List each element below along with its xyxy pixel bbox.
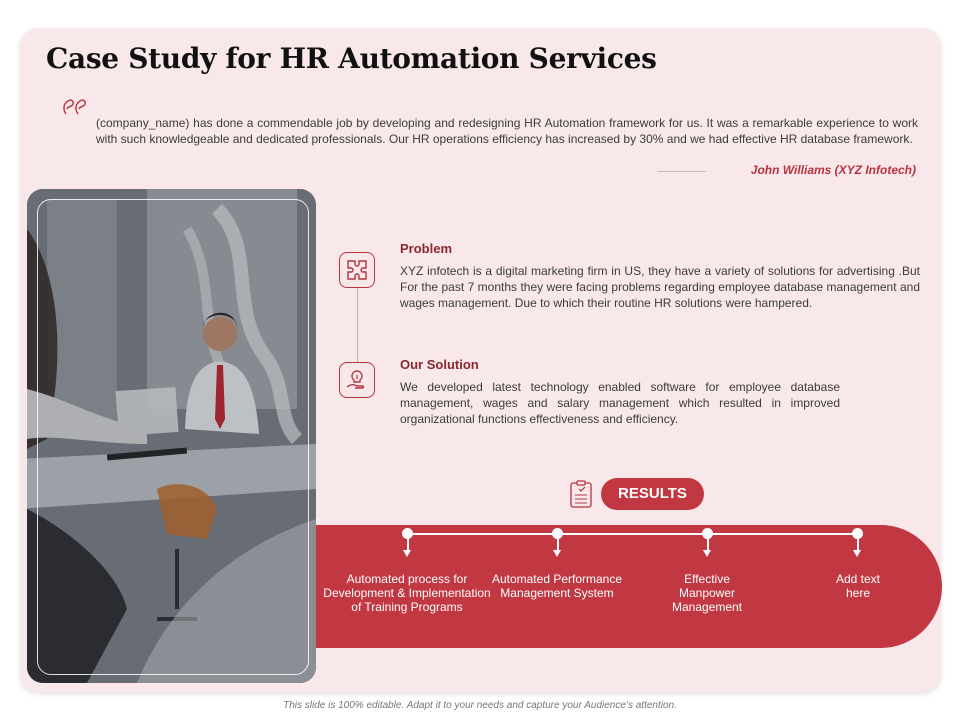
arrow-down-icon	[703, 550, 711, 557]
arrow-down-icon	[403, 550, 411, 557]
author-divider	[658, 171, 706, 172]
results-badge: RESULTS	[601, 478, 704, 510]
puzzle-icon	[345, 258, 369, 282]
arrow-down-icon	[553, 550, 561, 557]
clipboard-icon	[570, 480, 592, 508]
result-label-2: Automated Performance Management System	[491, 572, 623, 600]
solution-icon-box	[339, 362, 375, 398]
problem-text: XYZ infotech is a digital marketing firm in US, they have a variety of solutions for advertising .But For the past 7 months they were facing problems regarding employee database management and wages management. Due to which their routine HR solutions were hampered.	[400, 264, 920, 310]
result-node-4	[852, 528, 863, 539]
result-label-1: Automated process for Development & Implementation of Training Programs	[323, 572, 491, 614]
problem-icon-box	[339, 252, 375, 288]
photo-frame	[37, 199, 309, 675]
page-title: Case Study for HR Automation Services	[46, 42, 657, 75]
result-node-3	[702, 528, 713, 539]
problem-title: Problem	[400, 241, 453, 256]
result-node-1	[402, 528, 413, 539]
results-timeline	[407, 533, 857, 535]
footer-note: This slide is 100% editable. Adapt it to your needs and capture your Audience’s attention.	[283, 700, 677, 711]
solution-title: Our Solution	[400, 357, 479, 372]
result-label-3: Effective Manpower Management	[671, 572, 743, 614]
testimonial-author: John Williams (XYZ Infotech)	[750, 163, 916, 177]
quote-icon	[62, 98, 90, 120]
result-label-4: Add text here	[835, 572, 881, 600]
arrow-down-icon	[853, 550, 861, 557]
result-node-2	[552, 528, 563, 539]
testimonial-text: (company_name) has done a commendable job by developing and redesigning HR Automation framework for us. It was a remarkable experience to work with such knowledgeable and dedicated professionals. Our HR operations efficiency has increased by 30% and we had effective HR database framework.	[96, 116, 918, 146]
solution-text: We developed latest technology enabled software for employee database management, wages and salary management which resulted in improved organizational functions effectiveness and efficiency.	[400, 380, 840, 426]
timeline-connector	[357, 288, 358, 362]
idea-hand-icon	[345, 368, 369, 392]
